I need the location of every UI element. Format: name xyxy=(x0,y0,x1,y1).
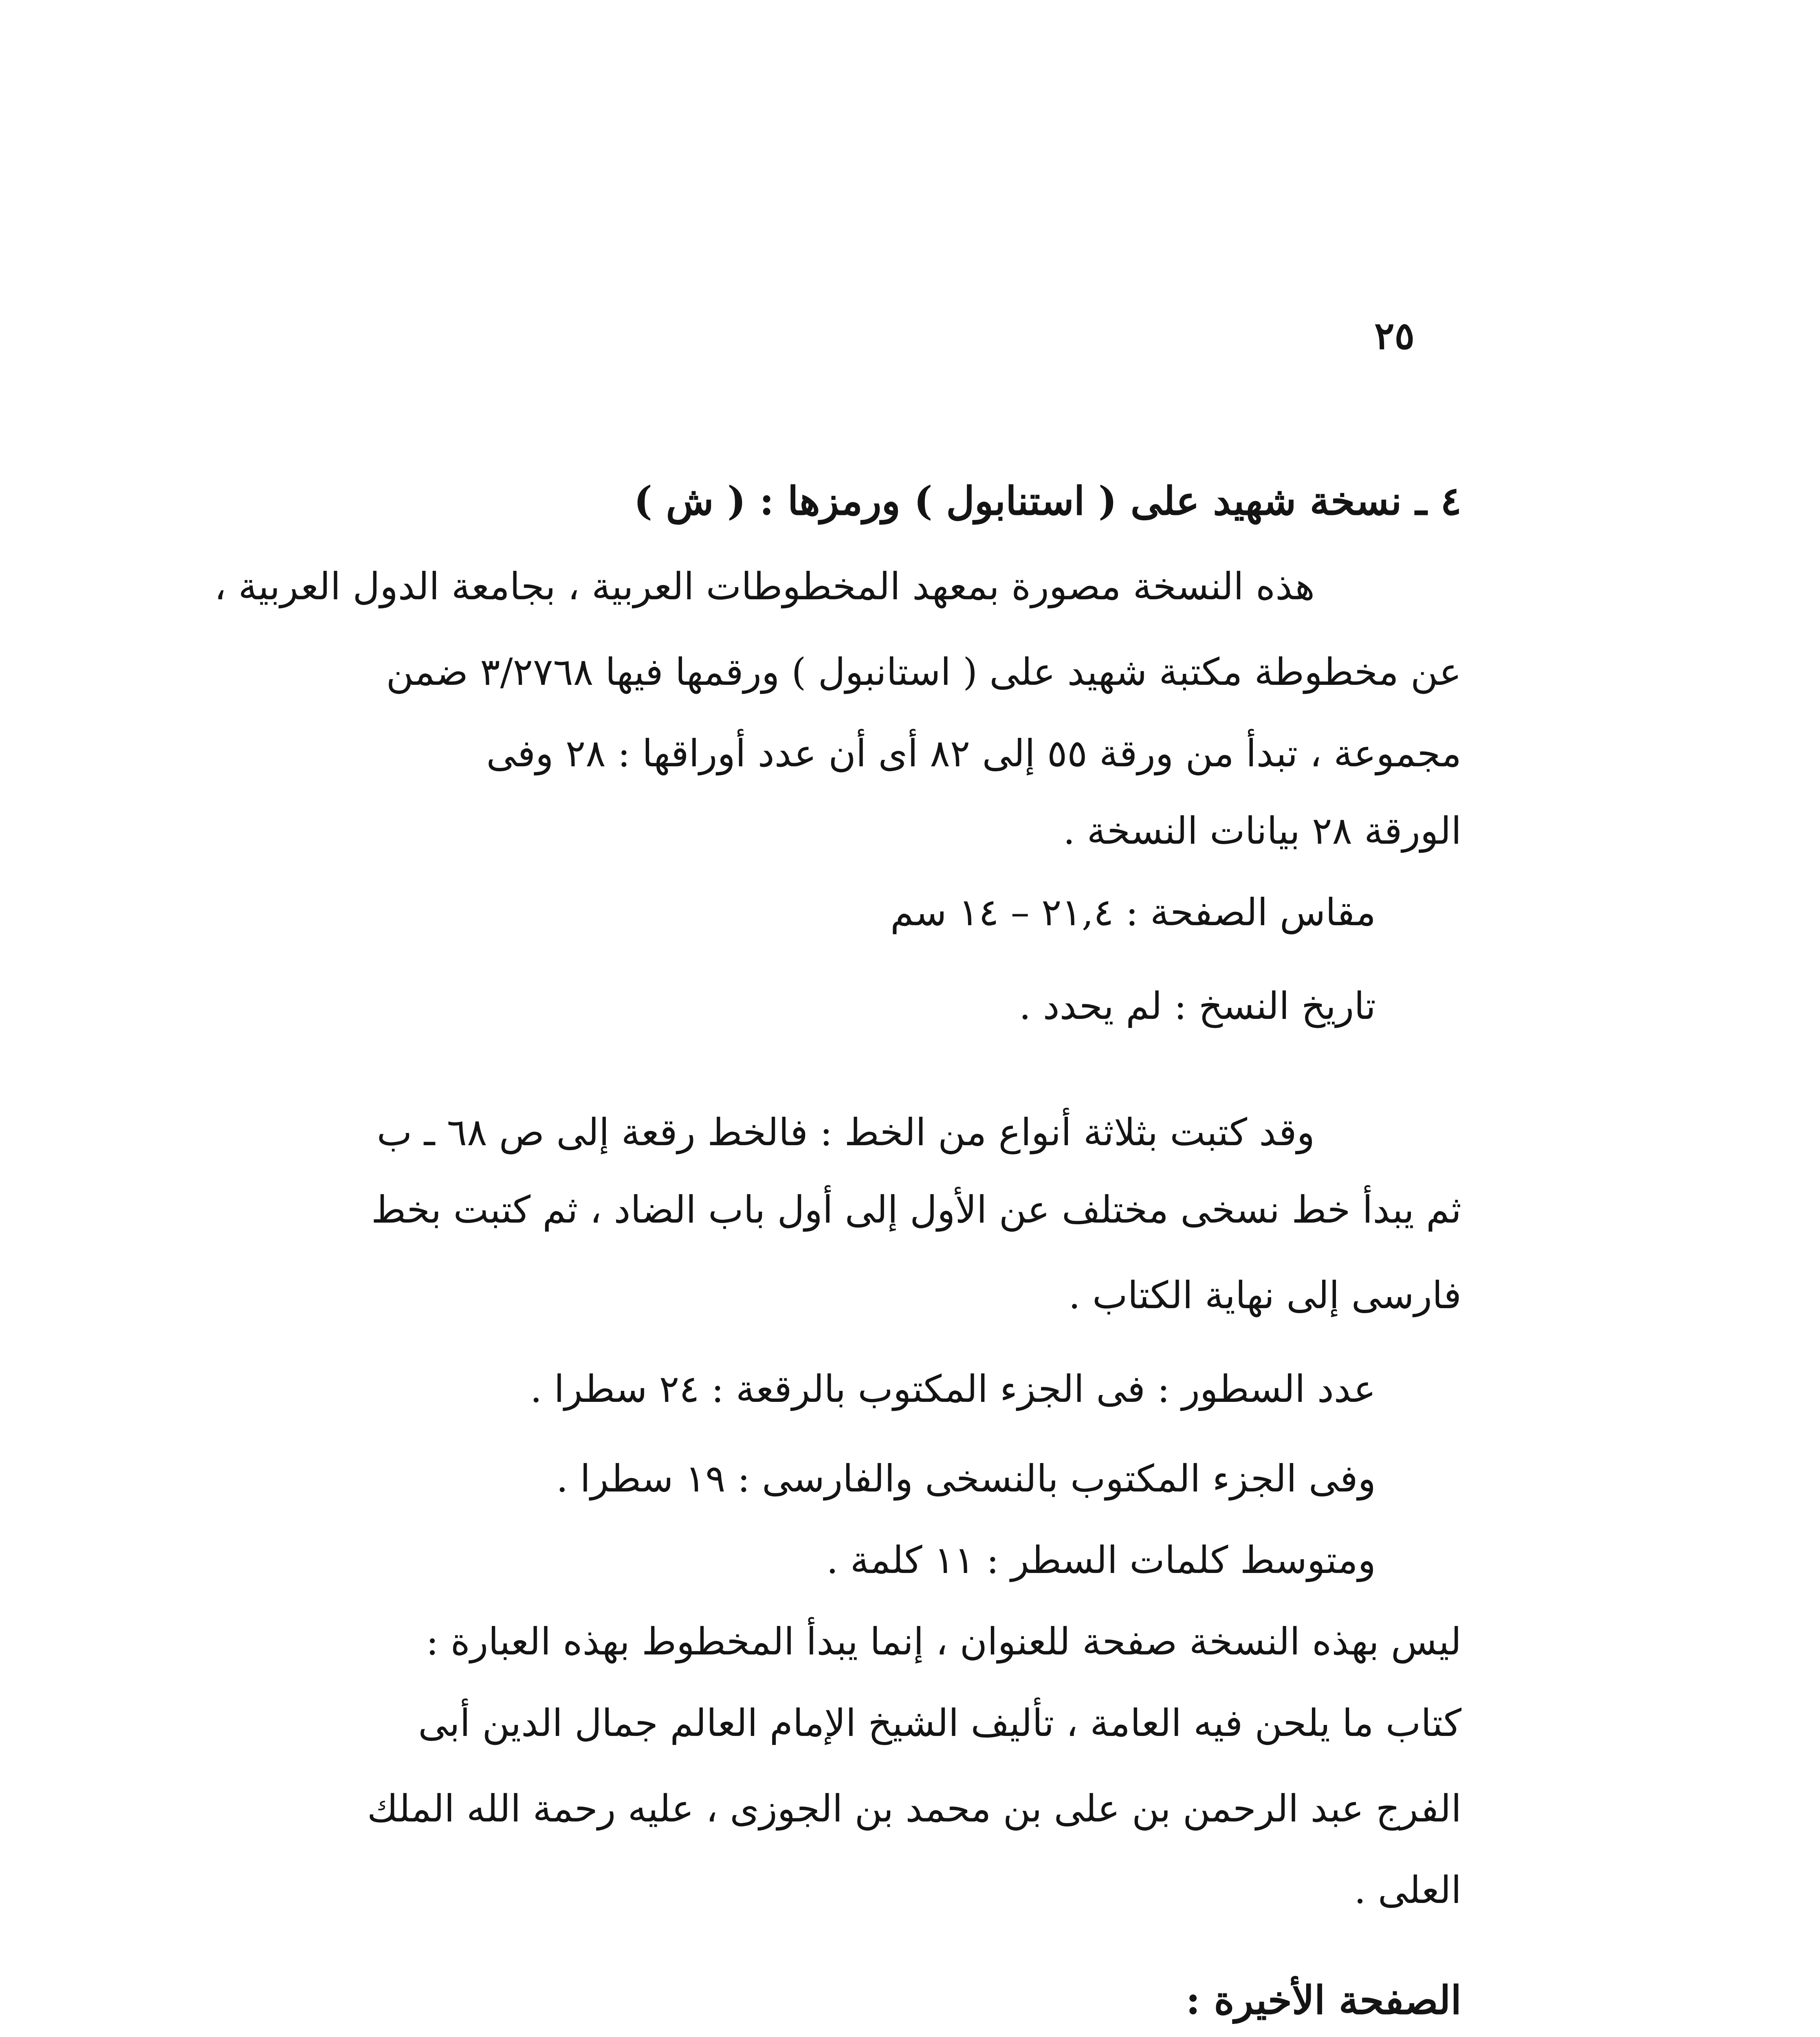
page-size-line: مقاس الصفحة : ٢١,٤ – ١٤ سم xyxy=(890,891,1376,934)
paragraph-line: هذه النسخة مصورة بمعهد المخطوطات العربية ، بجامعة الدول العربية ، xyxy=(214,565,1315,608)
line-count-item: عدد السطور : فى الجزء المكتوب بالرقعة : ٢٤ سطرا . xyxy=(530,1367,1376,1411)
last-page-heading: الصفحة الأخيرة : xyxy=(1186,1977,1461,2023)
paragraph-line: ثم يبدأ خط نسخى مختلف عن الأول إلى أول باب الضاد ، ثم كتبت بخط xyxy=(371,1188,1461,1232)
paragraph-line: الورقة ٢٨ بيانات النسخة . xyxy=(1063,809,1461,853)
paragraph-line: كتاب ما يلحن فيه العامة ، تأليف الشيخ الإمام العالم جمال الدين أبى xyxy=(418,1701,1461,1745)
paragraph-line: الفرج عبد الرحمن بن على بن محمد بن الجوزى ، عليه رحمة الله الملك xyxy=(367,1787,1461,1830)
paragraph-line: فارسى إلى نهاية الكتاب . xyxy=(1068,1274,1461,1317)
page-number: ٢٥ xyxy=(1374,314,1415,358)
paragraph-line: عن مخطوطة مكتبة شهيد على ( استانبول ) ورقمها فيها ٣/٢٧٦٨ ضمن xyxy=(386,650,1461,694)
paragraph-line: وقد كتبت بثلاثة أنواع من الخط : فالخط رقعة إلى ص ٦٨ ـ ب xyxy=(376,1111,1315,1154)
paragraph-line: العلى . xyxy=(1354,1868,1461,1912)
paragraph-line: ليس بهذه النسخة صفحة للعنوان ، إنما يبدأ المخطوط بهذه العبارة : xyxy=(426,1620,1461,1663)
copy-date-line: تاريخ النسخ : لم يحدد . xyxy=(1019,984,1376,1028)
paragraph-line: مجموعة ، تبدأ من ورقة ٥٥ إلى ٨٢ أى أن عدد أوراقها : ٢٨ وفى xyxy=(486,732,1461,775)
line-count-item: وفى الجزء المكتوب بالنسخى والفارسى : ١٩ سطرا . xyxy=(556,1457,1376,1500)
line-count-item: ومتوسط كلمات السطر : ١١ كلمة . xyxy=(826,1538,1376,1582)
section-heading: ٤ ـ نسخة شهيد على ( استنابول ) ورمزها : ( ش ) xyxy=(634,478,1461,524)
